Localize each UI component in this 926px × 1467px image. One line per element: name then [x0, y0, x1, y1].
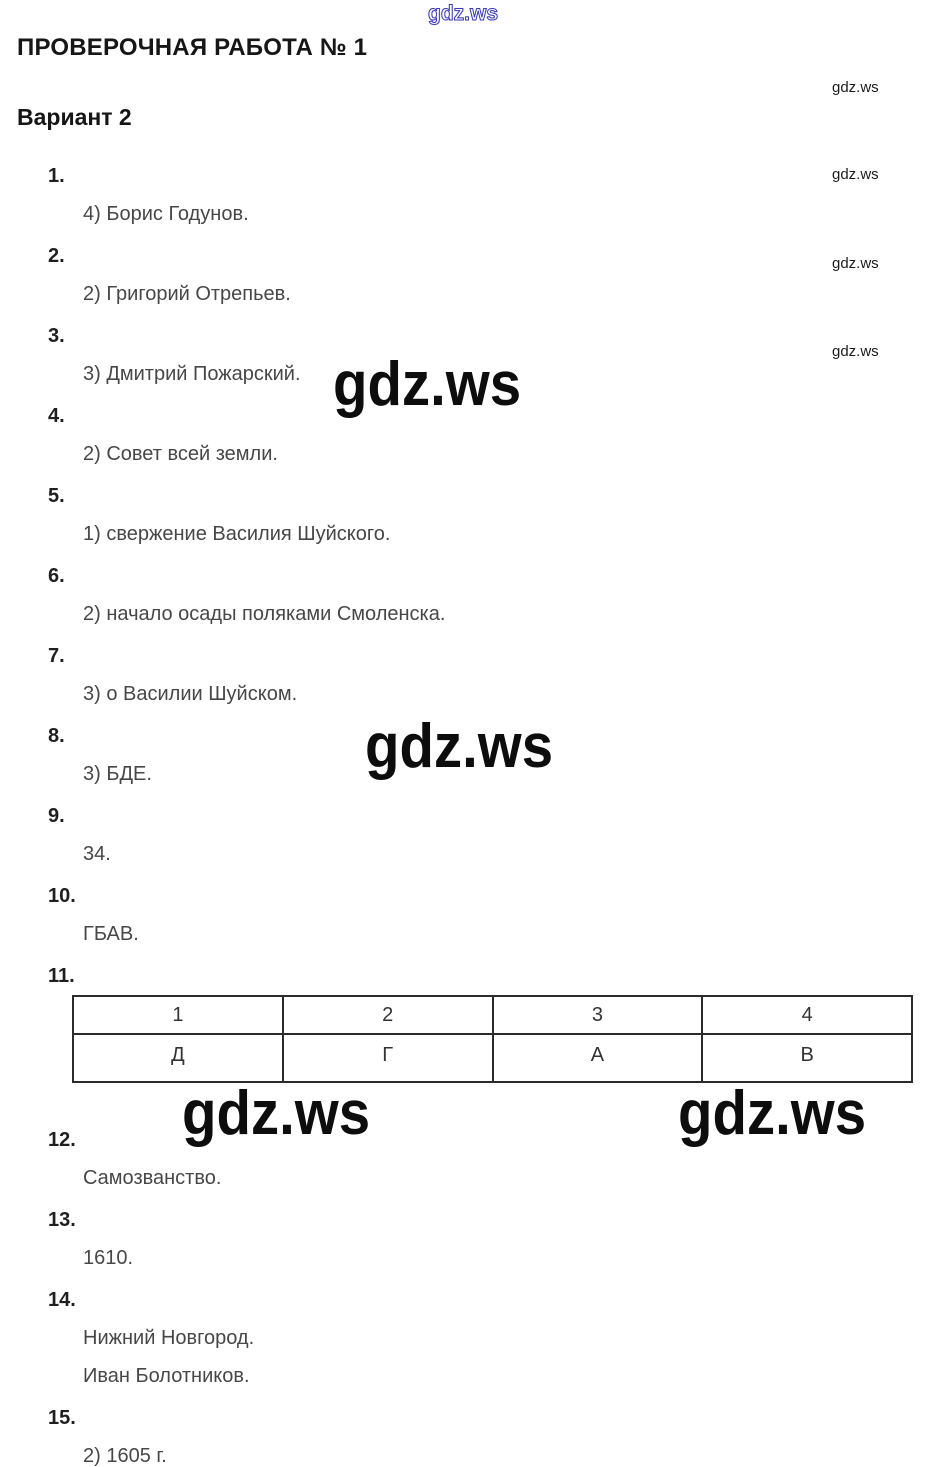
item-answer: 2) Григорий Отрепьев.	[83, 283, 291, 305]
item-number: 3.	[48, 325, 65, 347]
answers-table	[72, 995, 913, 1083]
watermark-large: gdz.ws	[365, 712, 554, 781]
item-number: 13.	[48, 1209, 76, 1231]
item-answer: 2) 1605 г.	[83, 1445, 167, 1467]
table-header-row	[73, 996, 912, 1034]
item-number: 8.	[48, 725, 65, 747]
answer-item-with-table	[0, 965, 926, 1083]
table-header-cell: 1	[73, 996, 283, 1034]
variant-label: Вариант 2	[17, 104, 132, 130]
answer-item	[0, 245, 926, 305]
answer-item	[0, 885, 926, 945]
table-header-cell: 2	[283, 996, 493, 1034]
item-answer: 3) Дмитрий Пожарский.	[83, 363, 301, 385]
table-data-cell: А	[493, 1034, 703, 1082]
answer-item	[0, 1289, 926, 1387]
answer-item	[0, 165, 926, 225]
table-data-cell: Г	[283, 1034, 493, 1082]
table-data-cell: Д	[73, 1034, 283, 1082]
watermark-small: gdz.ws	[832, 79, 879, 96]
item-answer: Самозванство.	[83, 1167, 222, 1189]
watermark-large: gdz.ws	[182, 1079, 371, 1148]
answer-item	[0, 565, 926, 625]
answer-item	[0, 1407, 926, 1467]
item-answer: Иван Болотников.	[83, 1365, 250, 1387]
answers-list	[0, 165, 926, 1467]
item-number: 5.	[48, 485, 65, 507]
item-answer: ГБАВ.	[83, 923, 139, 945]
table-data-row	[73, 1034, 912, 1082]
page-title: ПРОВЕРОЧНАЯ РАБОТА № 1	[17, 34, 368, 61]
answer-item	[0, 805, 926, 865]
answer-item	[0, 725, 926, 785]
item-number: 10.	[48, 885, 76, 907]
answer-item	[0, 325, 926, 385]
answer-item	[0, 485, 926, 545]
answer-item	[0, 1209, 926, 1269]
item-number: 12.	[48, 1129, 76, 1151]
item-answer: 2) Совет всей земли.	[83, 443, 278, 465]
item-number: 9.	[48, 805, 65, 827]
watermark-large: gdz.ws	[678, 1079, 867, 1148]
item-answer: 2) начало осады поляками Смоленска.	[83, 603, 446, 625]
watermark-outline: gdz.ws	[427, 2, 499, 25]
watermark-large: gdz.ws	[333, 350, 522, 419]
watermark-small: gdz.ws	[832, 166, 879, 183]
item-number: 14.	[48, 1289, 76, 1311]
item-number: 6.	[48, 565, 65, 587]
item-number: 4.	[48, 405, 65, 427]
item-answer: Нижний Новгород.	[83, 1327, 255, 1349]
answer-item	[0, 1129, 926, 1189]
answer-item	[0, 645, 926, 705]
item-number: 11.	[48, 965, 75, 987]
answer-item	[0, 405, 926, 465]
item-answer: 3) о Василии Шуйском.	[83, 683, 298, 705]
item-number: 15.	[48, 1407, 76, 1429]
item-answer: 3) БДЕ.	[83, 763, 152, 785]
item-number: 1.	[48, 165, 65, 187]
watermark-small: gdz.ws	[832, 343, 879, 360]
watermark-small: gdz.ws	[832, 255, 879, 272]
item-answer: 34.	[83, 843, 111, 865]
table-header-cell: 4	[702, 996, 912, 1034]
item-number: 2.	[48, 245, 65, 267]
table-data-cell: В	[702, 1034, 912, 1082]
item-answer: 1610.	[83, 1247, 134, 1269]
item-answer: 4) Борис Годунов.	[83, 203, 249, 225]
item-number: 7.	[48, 645, 65, 667]
table-header-cell: 3	[493, 996, 703, 1034]
item-answer: 1) свержение Василия Шуйского.	[83, 523, 391, 545]
